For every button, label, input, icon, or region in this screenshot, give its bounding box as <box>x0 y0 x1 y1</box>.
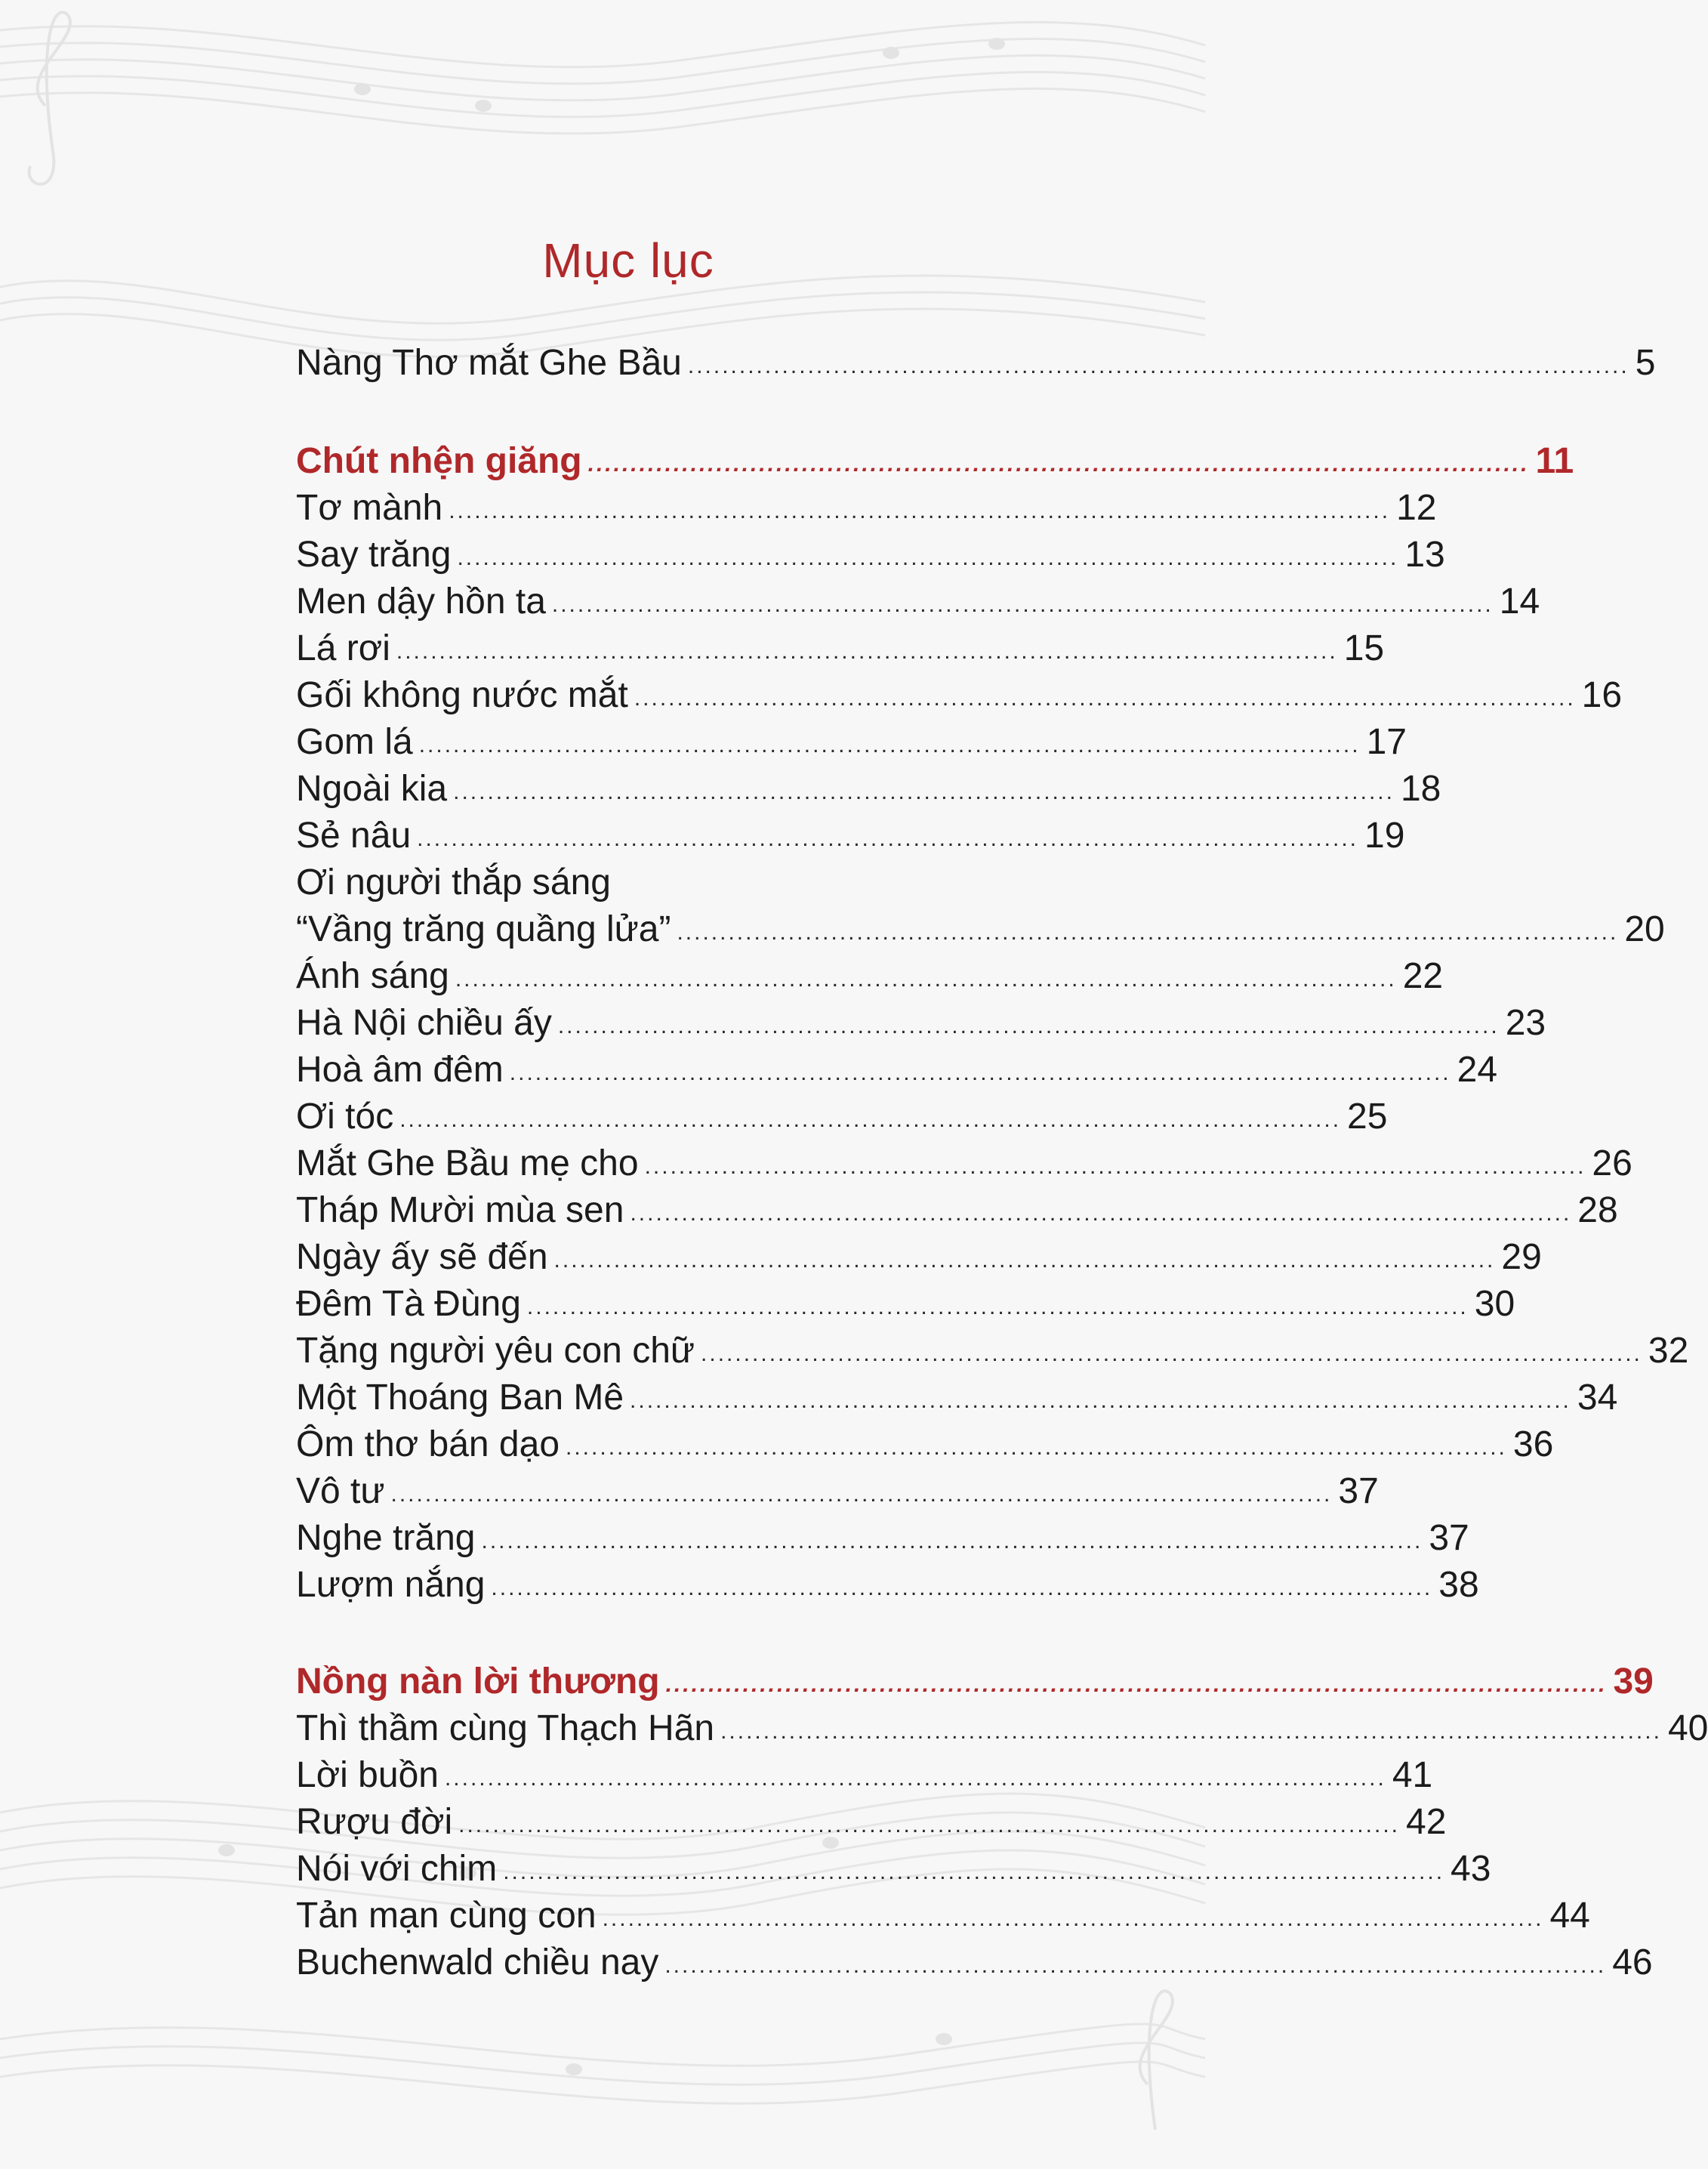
dot-leader: .............................................................................................................. <box>418 733 1361 757</box>
toc-entry <box>296 532 1445 578</box>
entry-page: 16 <box>1581 675 1623 715</box>
entry-page: 40 <box>1667 1708 1708 1748</box>
dot-leader: .............................................................................................................. <box>390 1482 1333 1507</box>
entry-title: Ơi tóc <box>296 1097 394 1137</box>
dot-leader: .............................................................................................................. <box>553 1248 1496 1273</box>
dot-leader: .............................................................................................................. <box>396 639 1338 664</box>
entry-page: 29 <box>1501 1237 1542 1277</box>
entry-page: 44 <box>1549 1896 1590 1936</box>
toc-entry-first-line <box>296 860 939 906</box>
entry-page: 19 <box>1364 816 1405 856</box>
entry-page: 37 <box>1338 1471 1379 1511</box>
toc-entry <box>296 1893 1590 1939</box>
dot-leader: .............................................................................................................. <box>399 1107 1342 1132</box>
dot-leader: .............................................................................................................. <box>566 1435 1507 1460</box>
toc-entry <box>296 1847 1491 1892</box>
entry-title: Tản mạn cùng con <box>296 1896 597 1936</box>
dot-leader: .............................................................................................................. <box>557 1014 1500 1038</box>
entry-page: 41 <box>1392 1755 1433 1795</box>
section-title: Chút nhện giăng <box>296 441 582 481</box>
toc-entry <box>296 1235 1542 1280</box>
entry-page: 37 <box>1429 1518 1469 1558</box>
entry-page: 12 <box>1396 488 1437 528</box>
toc-entry <box>296 579 1540 625</box>
entry-page: 36 <box>1512 1424 1554 1464</box>
entry-page: 28 <box>1577 1190 1618 1230</box>
toc-entry <box>296 1469 1379 1514</box>
entry-page: 13 <box>1404 535 1445 575</box>
dot-leader: .............................................................................................................. <box>587 452 1530 477</box>
entry-page: 14 <box>1499 582 1540 622</box>
toc-entry <box>296 1800 1447 1845</box>
toc-entry <box>296 1001 1546 1046</box>
entry-page: 38 <box>1438 1565 1479 1605</box>
entry-title: Tơ mành <box>296 488 443 528</box>
entry-page: 30 <box>1474 1284 1515 1324</box>
entry-page: 43 <box>1451 1849 1491 1889</box>
toc-entry <box>296 720 1407 765</box>
entry-title: Nói với chim <box>296 1849 498 1889</box>
entry-title: Tặng người yêu con chữ <box>296 1331 695 1371</box>
dot-leader: .............................................................................................................. <box>526 1294 1469 1319</box>
entry-title: Lời buồn <box>296 1755 439 1795</box>
toc-entry <box>296 1706 1708 1751</box>
entry-title: Vô tư <box>296 1471 385 1511</box>
entry-title: Thì thầm cùng Thạch Hãn <box>296 1708 715 1748</box>
entry-title: Gom lá <box>296 722 413 762</box>
entry-title: Men dậy hồn ta <box>296 582 546 622</box>
entry-title: Ơi người thắp sáng <box>296 862 611 902</box>
entry-page: 24 <box>1457 1050 1498 1090</box>
entry-page: 17 <box>1366 722 1407 762</box>
toc-entry <box>296 1422 1554 1467</box>
entry-title: Hoà âm đêm <box>296 1050 504 1090</box>
dot-leader: .............................................................................................................. <box>551 592 1494 617</box>
dot-leader: .............................................................................................................. <box>630 1388 1571 1413</box>
entry-title: Lá rơi <box>296 628 390 668</box>
entry-page: 20 <box>1624 909 1665 949</box>
dot-leader: .............................................................................................................. <box>634 686 1576 711</box>
toc-entry <box>296 341 1656 386</box>
toc-entry <box>296 1375 1618 1421</box>
toc-entry <box>296 1563 1479 1608</box>
entry-title: Đêm Tà Đùng <box>296 1284 521 1324</box>
dot-leader: .............................................................................................................. <box>417 826 1358 851</box>
toc-entry <box>296 626 1385 671</box>
toc-entry <box>296 1141 1632 1186</box>
toc-entry <box>296 767 1441 812</box>
entry-title: Nàng Thơ mắt Ghe Bầu <box>296 343 682 383</box>
toc-entry <box>296 673 1623 718</box>
dot-leader: .............................................................................................................. <box>491 1575 1433 1600</box>
entry-title: Một Thoáng Ban Mê <box>296 1378 624 1418</box>
entry-page: 46 <box>1612 1942 1653 1982</box>
entry-title: Mắt Ghe Bầu mẹ cho <box>296 1143 639 1183</box>
dot-leader: .............................................................................................................. <box>630 1201 1572 1226</box>
toc-title: Mục lục <box>542 233 714 288</box>
entry-page: 42 <box>1406 1802 1447 1842</box>
dot-leader: .............................................................................................................. <box>449 498 1391 523</box>
entry-page: 5 <box>1635 343 1656 383</box>
toc-entry <box>296 1094 1388 1140</box>
dot-leader: .............................................................................................................. <box>503 1859 1445 1884</box>
entry-page: 34 <box>1577 1378 1618 1418</box>
entry-page: 22 <box>1402 956 1444 996</box>
entry-title: Buchenwald chiều nay <box>296 1942 659 1982</box>
dot-leader: .............................................................................................................. <box>481 1529 1423 1553</box>
toc-entry <box>296 1047 1498 1093</box>
entry-title: Hà Nội chiều ấy <box>296 1003 552 1043</box>
entry-page: 23 <box>1505 1003 1546 1043</box>
toc-entry <box>296 1328 1689 1374</box>
entry-title: Tháp Mười mùa sen <box>296 1190 624 1230</box>
dot-leader: .............................................................................................................. <box>455 967 1397 992</box>
dot-leader: .............................................................................................................. <box>664 1953 1607 1978</box>
dot-leader: .............................................................................................................. <box>509 1060 1451 1085</box>
toc-entry <box>296 1753 1433 1798</box>
entry-title: Lượm nắng <box>296 1565 486 1605</box>
section-page: 11 <box>1535 441 1574 481</box>
dot-leader: .............................................................................................................. <box>677 920 1619 945</box>
toc-entry <box>296 1940 1653 1985</box>
toc-entry <box>296 1282 1515 1327</box>
entry-page: 32 <box>1648 1331 1689 1371</box>
entry-title: “Vầng trăng quầng lửa” <box>296 909 671 949</box>
entry-title: Rượu đời <box>296 1802 453 1842</box>
entry-title: Ngày ấy sẽ đến <box>296 1237 548 1277</box>
toc-entry <box>296 954 1444 999</box>
dot-leader: .............................................................................................................. <box>665 1672 1608 1697</box>
dot-leader: .............................................................................................................. <box>687 353 1629 378</box>
entry-title: Ngoài kia <box>296 769 448 809</box>
entry-page: 26 <box>1592 1143 1632 1183</box>
entry-page: 15 <box>1343 628 1385 668</box>
dot-leader: .............................................................................................................. <box>444 1766 1386 1791</box>
entry-title: Ánh sáng <box>296 956 449 996</box>
toc-entry <box>296 486 1437 531</box>
dot-leader: .............................................................................................................. <box>453 779 1395 804</box>
section-page: 39 <box>1613 1661 1654 1702</box>
dot-leader: .............................................................................................................. <box>720 1719 1662 1744</box>
dot-leader: .............................................................................................................. <box>602 1906 1544 1931</box>
toc-entry <box>296 813 1405 859</box>
section-title: Nồng nàn lời thương <box>296 1661 660 1702</box>
entry-title: Gối không nước mắt <box>296 675 628 715</box>
entry-page: 18 <box>1400 769 1441 809</box>
toc-entry <box>296 1188 1618 1233</box>
entry-title: Nghe trăng <box>296 1518 476 1558</box>
toc-section-heading <box>296 439 1574 484</box>
toc-entry <box>296 1516 1469 1561</box>
dot-leader: .............................................................................................................. <box>457 545 1399 570</box>
toc-section-heading <box>296 1659 1654 1705</box>
entry-page: 25 <box>1347 1097 1388 1137</box>
toc-entry <box>296 907 1665 952</box>
entry-title: Sẻ nâu <box>296 816 412 856</box>
dot-leader: .............................................................................................................. <box>458 1813 1400 1837</box>
dot-leader: .............................................................................................................. <box>701 1341 1642 1366</box>
entry-title: Ôm thơ bán dạo <box>296 1424 560 1464</box>
dot-leader: .............................................................................................................. <box>644 1154 1586 1179</box>
entry-title: Say trăng <box>296 535 452 575</box>
